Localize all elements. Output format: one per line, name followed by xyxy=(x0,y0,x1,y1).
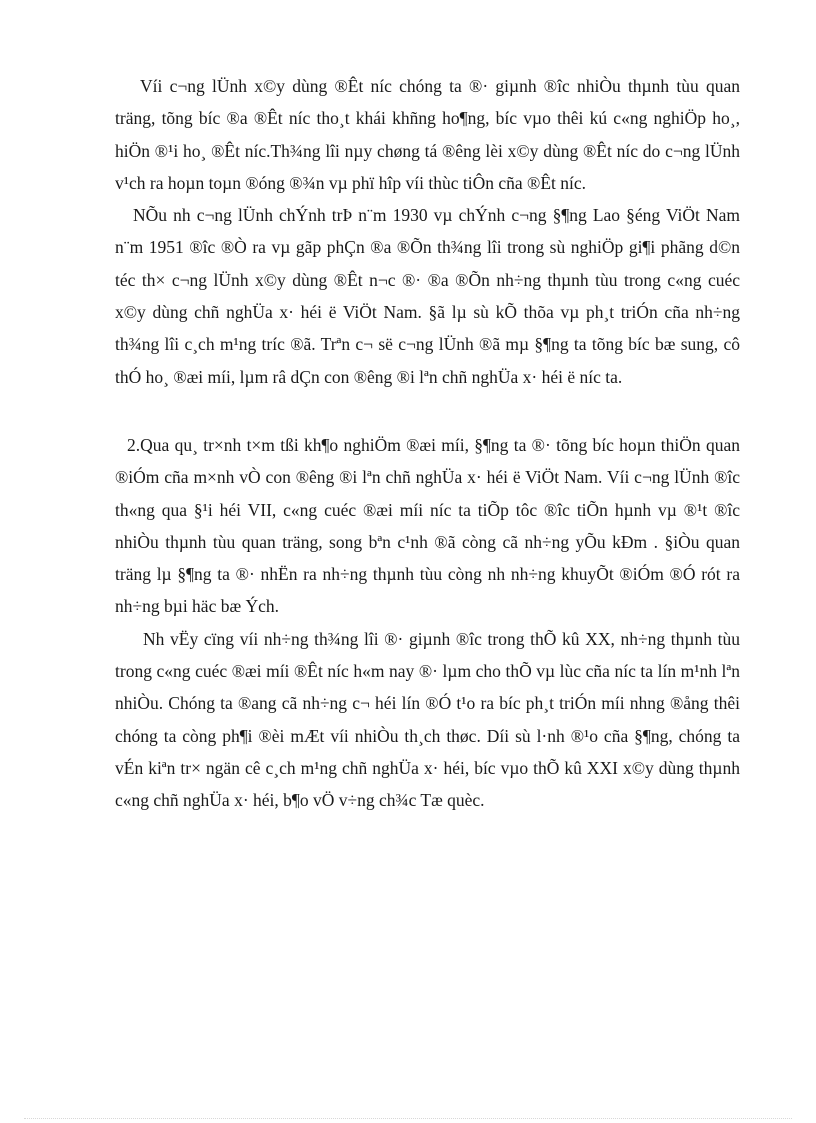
document-body xyxy=(115,70,740,817)
paragraph-2: NÕu nh c¬ng lÜnh chÝnh trÞ n¨m 1930 vµ chÝnh c¬ng §¶ng Lao §éng ViÖt Nam n¨m 1951 ®îc ®Ò ra vµ gãp phÇn ®a ®Õn th¾ng lîi trong sù nghiÖp gi¶i phãng d©n téc th× c¬ng lÜnh x©y dùng ®Êt n¬c ®· ®a ®Õn nh÷ng thµnh tùu trong c«ng cuéc x©y dùng chñ nghÜa x· héi ë ViÖt Nam. §ã lµ sù kÕ thõa vµ ph¸t triÓn cña nh÷ng th¾ng lîi c¸ch m¹ng tríc ®ã. Trªn c¬ së c¬ng lÜnh ®ã mµ §¶ng ta tõng bíc bæ sung, cô thÓ ho¸ ®æi míi, lµm râ dÇn con ®êng ®i lªn chñ nghÜa x· héi ë níc ta. xyxy=(115,205,740,387)
paragraph-3: 2.Qua qu¸ tr×nh t×m tßi kh¶o nghiÖm ®æi míi, §¶ng ta ®· tõng bíc hoµn thiÖn quan ®iÓm cña m×nh vÒ con ®êng ®i lªn chñ nghÜa x· héi ë ViÖt Nam. Víi c¬ng lÜnh ®îc th«ng qua §¹i héi VII, c«ng cuéc ®æi míi níc ta tiÕp tôc ®îc tiÕn hµnh vµ ®¹t ®îc nhiÒu thµnh tùu quan träng, song bªn c¹nh ®ã còng cã nh÷ng yÕu kÐm . §iÒu quan träng lµ §¶ng ta ®· nhËn ra nh÷ng thµnh tùu còng nh nh÷ng khuyÕt ®iÓm ®Ó rót ra nh÷ng bµi häc bæ Ých. xyxy=(115,434,740,617)
paragraph-1: Víi c¬ng lÜnh x©y dùng ®Êt níc chóng ta ®· giµnh ®îc nhiÒu thµnh tùu quan träng, tõng bíc ®a ®Êt níc tho¸t khái khñng ho¶ng, bíc vµo thêi kú c«ng nghiÖp ho¸, hiÖn ®¹i ho¸ ®Êt níc.Th¾ng lîi nµy chøng tá ®êng lèi x©y dùng ®Êt níc do c¬ng lÜnh v¹ch ra hoµn toµn ®óng ®¾n vµ phï hîp víi thùc tiÔn cña ®Êt níc. xyxy=(115,76,740,193)
paragraph-4: Nh vËy cïng víi nh÷ng th¾ng lîi ®· giµnh ®îc trong thÕ kû XX, nh÷ng thµnh tùu trong c«ng cuéc ®æi míi ®Êt níc h«m nay ®· lµm cho thÕ vµ lùc cña níc ta lín m¹nh lªn nhiÒu. Chóng ta ®ang cã nh÷ng c¬ héi lín ®Ó t¹o ra bíc ph¸t triÓn míi nhng ®ång thêi chóng ta còng ph¶i ®èi mÆt víi nhiÒu th¸ch thøc. Díi sù l·nh ®¹o cña §¶ng, chóng ta vÉn kiªn tr× ngän cê c¸ch m¹ng chñ nghÜa x· héi, bíc vµo thÕ kû XXI x©y dùng thµnh c«ng chñ nghÜa x· héi, b¶o vÖ v÷ng ch¾c Tæ quèc. xyxy=(115,628,740,811)
page-bottom-rule xyxy=(24,1118,792,1119)
